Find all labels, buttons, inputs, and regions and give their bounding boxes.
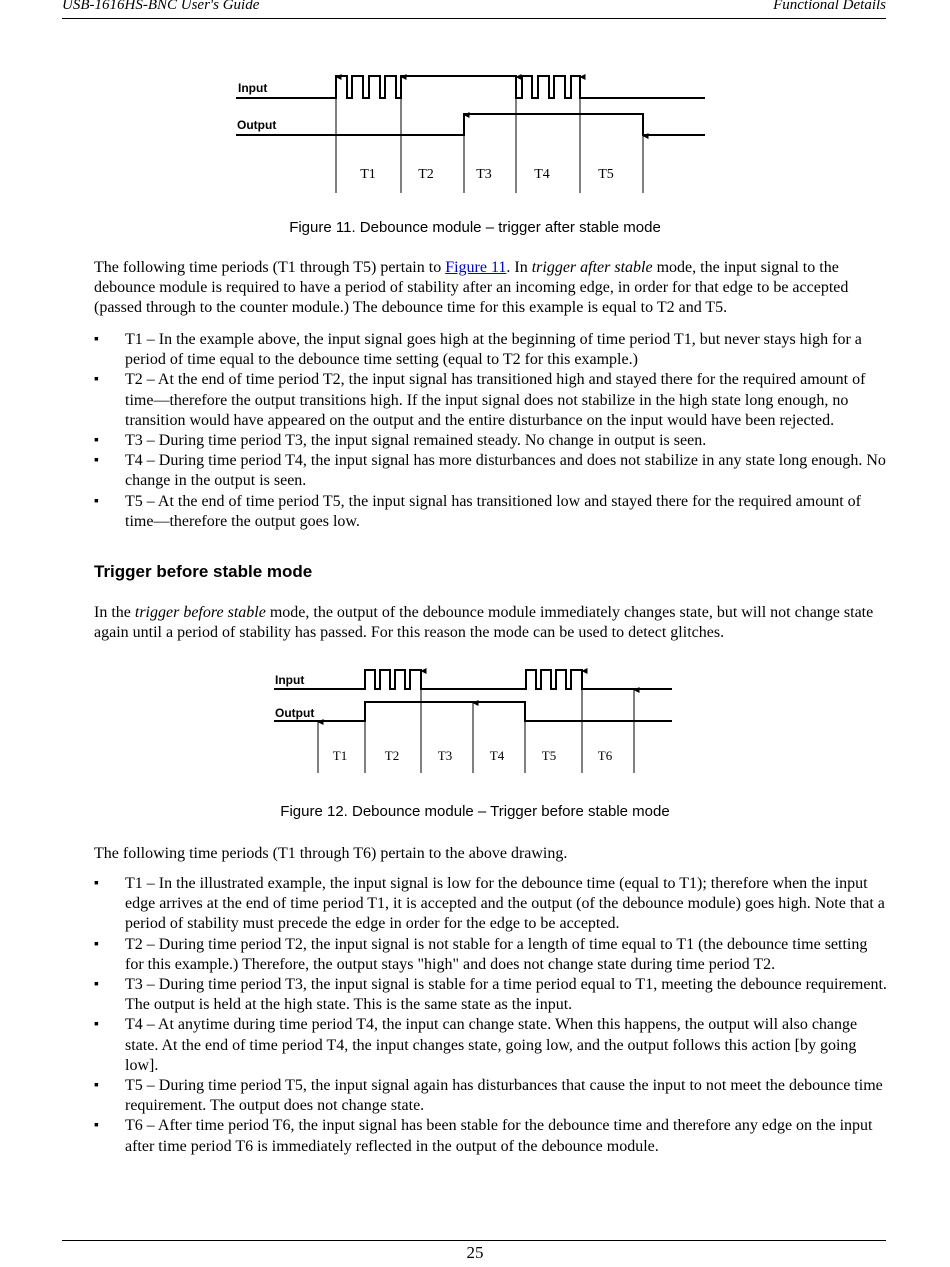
- fig12-period-t1: T1: [332, 748, 348, 763]
- fig12-input-waveform: [274, 670, 672, 689]
- list-item: ▪ T5 – At the end of time period T5, the input signal has transitioned low and stayed there for the required amount of time—therefore the output goes low.: [94, 492, 889, 532]
- paragraph-figure11-intro: The following time periods (T1 through T5) pertain to Figure 11. In trigger after stable mode, the input signal to the debounce module is required to have a period of stability after an incoming edge, in order for that edge to be accepted (passed through to the counter module.) The debounce time for this example is equal to T2 and T5.: [94, 259, 849, 317]
- fig11-input-label: Input: [238, 81, 268, 95]
- footer-rule: [62, 1240, 886, 1241]
- fig11-period-t4: T4: [534, 167, 550, 182]
- header-section-title: Functional Details: [773, 0, 886, 13]
- figure-12-caption: Figure 12. Debounce module – Trigger before stable mode: [280, 803, 670, 820]
- list-item: ▪ T4 – During time period T4, the input signal has more disturbances and does not stabilize in any state long enough. No change in the output is seen.: [94, 451, 889, 491]
- fig12-input-label: Input: [275, 673, 305, 687]
- fig11-period-t1: T1: [360, 167, 376, 182]
- paragraph-figure12-intro: The following time periods (T1 through T6) pertain to the above drawing.: [94, 845, 568, 862]
- fig11-period-t3: T3: [476, 167, 492, 182]
- list-item: ▪ T3 – During time period T3, the input signal is stable for a time period equal to T1, meeting the debounce requirement. The output is held at the high state. This is the same state as the input.: [94, 975, 889, 1015]
- fig11-output-label: Output: [237, 118, 277, 132]
- fig12-period-t4: T4: [489, 748, 505, 763]
- fig12-period-t5: T5: [541, 748, 557, 763]
- figure-12-timing-diagram: [268, 660, 688, 778]
- figure11-period-list: [94, 330, 889, 532]
- page-header: [62, 0, 886, 19]
- fig11-period-t5: T5: [598, 167, 614, 182]
- figure-11-timing-diagram: [230, 65, 720, 200]
- header-doc-title: USB-1616HS-BNC User's Guide: [62, 0, 260, 13]
- fig12-period-t6: T6: [597, 748, 613, 763]
- list-item: ▪ T5 – During time period T5, the input signal again has disturbances that cause the input to not meet the debounce time requirement. The output does not change state.: [94, 1076, 889, 1116]
- fig12-output-label: Output: [275, 706, 315, 720]
- figure-11-caption: Figure 11. Debounce module – trigger after stable mode: [289, 219, 661, 236]
- list-item: ▪ T1 – In the example above, the input signal goes high at the beginning of time period T1, but never stays high for a period of time equal to the debounce time setting (equal to T2 for this example.): [94, 330, 889, 370]
- page-number: 25: [466, 1243, 484, 1262]
- list-item: ▪ T6 – After time period T6, the input signal has been stable for the debounce time and therefore any edge on the input after time period T6 is immediately reflected in the output of the debounce module.: [94, 1116, 889, 1156]
- fig11-period-t2: T2: [418, 167, 434, 182]
- figure-11-link[interactable]: Figure 11: [445, 259, 507, 276]
- figure12-period-list: [94, 874, 889, 1157]
- list-item: ▪ T2 – At the end of time period T2, the input signal has transitioned high and stayed there for the required amount of time—therefore the output transitions high. If the input signal does not stabilize in the high state long enough, no transition would have appeared on the output and the entire disturbance on the input would have been rejected.: [94, 370, 889, 431]
- list-item: ▪ T2 – During time period T2, the input signal is not stable for a length of time equal to T1 (the debounce time setting for this example.) Therefore, the output stays "high" and does not change state during time period T2.: [94, 935, 889, 975]
- list-item: ▪ T1 – In the illustrated example, the input signal is low for the debounce time (equal to T1); therefore when the input edge arrives at the end of time period T1, it is accepted and the output (of the debounce module) goes high. Note that a period of stability must precede the edge in order for the edge to be accepted.: [94, 874, 889, 935]
- fig11-input-waveform: [236, 76, 705, 98]
- fig11-output-waveform: [236, 114, 705, 135]
- fig12-period-t3: T3: [437, 748, 453, 763]
- list-item: ▪ T3 – During time period T3, the input signal remained steady. No change in output is seen.: [94, 431, 889, 451]
- paragraph-trigger-before-stable: In the trigger before stable mode, the output of the debounce module immediately changes state, but will not change state again until a period of stability has passed. For this reason the mode can be used to detect glitches.: [94, 604, 874, 642]
- list-item: ▪ T4 – At anytime during time period T4, the input can change state. When this happens, the output will also change state. At the end of time period T4, the input changes state, going low, and the output follows this action [by going low].: [94, 1015, 889, 1076]
- fig12-period-t2: T2: [384, 748, 400, 763]
- section-heading: Trigger before stable mode: [94, 562, 313, 581]
